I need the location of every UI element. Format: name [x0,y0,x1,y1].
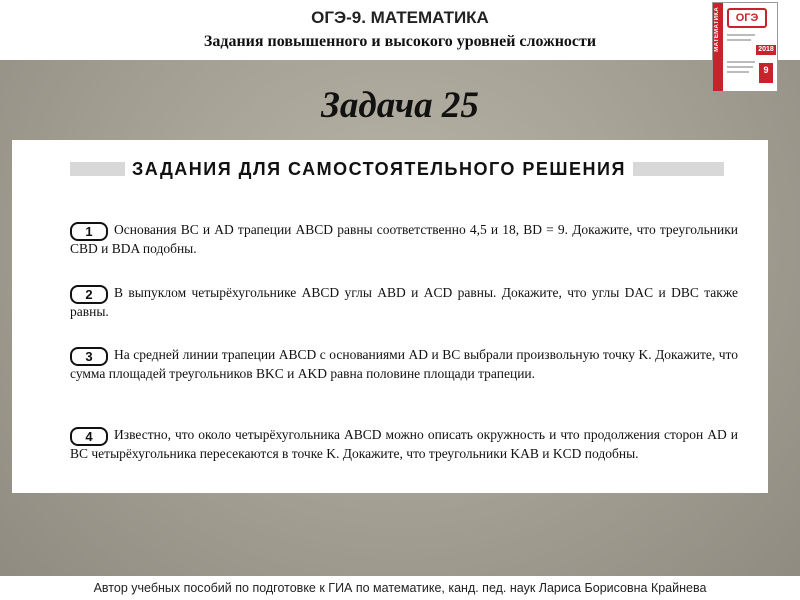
problem-number-badge: 3 [70,347,108,366]
problem-text: Основания BC и AD трапеции ABCD равны соответственно 4,5 и 18, BD = 9. Докажите, что треугольники CBD и BDA подобны. [70,222,738,256]
problem-number-badge: 1 [70,222,108,241]
book-decor-line [727,34,755,36]
book-decor-line [727,39,751,41]
book-cover-image [712,2,778,92]
task-heading: Задача 25 [321,85,479,126]
problem-text: Известно, что около четырёхугольника ABCD можно описать окружность и что продолжения сторон AD и BC четырёхугольника пересекаются в точке K. Докажите, что треугольники KAB и KCD подобны. [70,427,738,461]
footer-author-credit: Автор учебных пособий по подготовке к ГИА по математике, канд. пед. наук Лариса Борисовна Крайнева [93,581,707,595]
header-subtitle: Задания повышенного и высокого уровней сложности [203,33,597,50]
exercise-card [12,140,768,493]
problem-text: В выпуклом четырёхугольнике ABCD углы ABD и ACD равны. Докажите, что углы DAC и DBC также равны. [70,285,738,319]
problem-number-badge: 2 [70,285,108,304]
book-grade-badge: 9 [759,63,773,83]
book-spine [713,3,723,91]
book-decor-line [727,61,755,63]
section-banner-title: ЗАДАНИЯ ДЛЯ САМОСТОЯТЕЛЬНОГО РЕШЕНИЯ [125,157,633,181]
problem-number-badge: 4 [70,427,108,446]
problem-text: На средней линии трапеции ABCD с основаниями AD и BC выбрали произвольную точку K. Докажите, что сумма площадей треугольников BKC и AKD равна половине площади трапеции. [70,347,738,381]
book-year: 2018 [756,45,776,55]
book-decor-line [727,71,749,73]
book-logo: ОГЭ [727,8,767,28]
book-decor-line [727,66,753,68]
book-spine-text: МАТЕМАТИКА [714,7,720,52]
header-title: ОГЭ-9. МАТЕМАТИКА [311,8,489,27]
